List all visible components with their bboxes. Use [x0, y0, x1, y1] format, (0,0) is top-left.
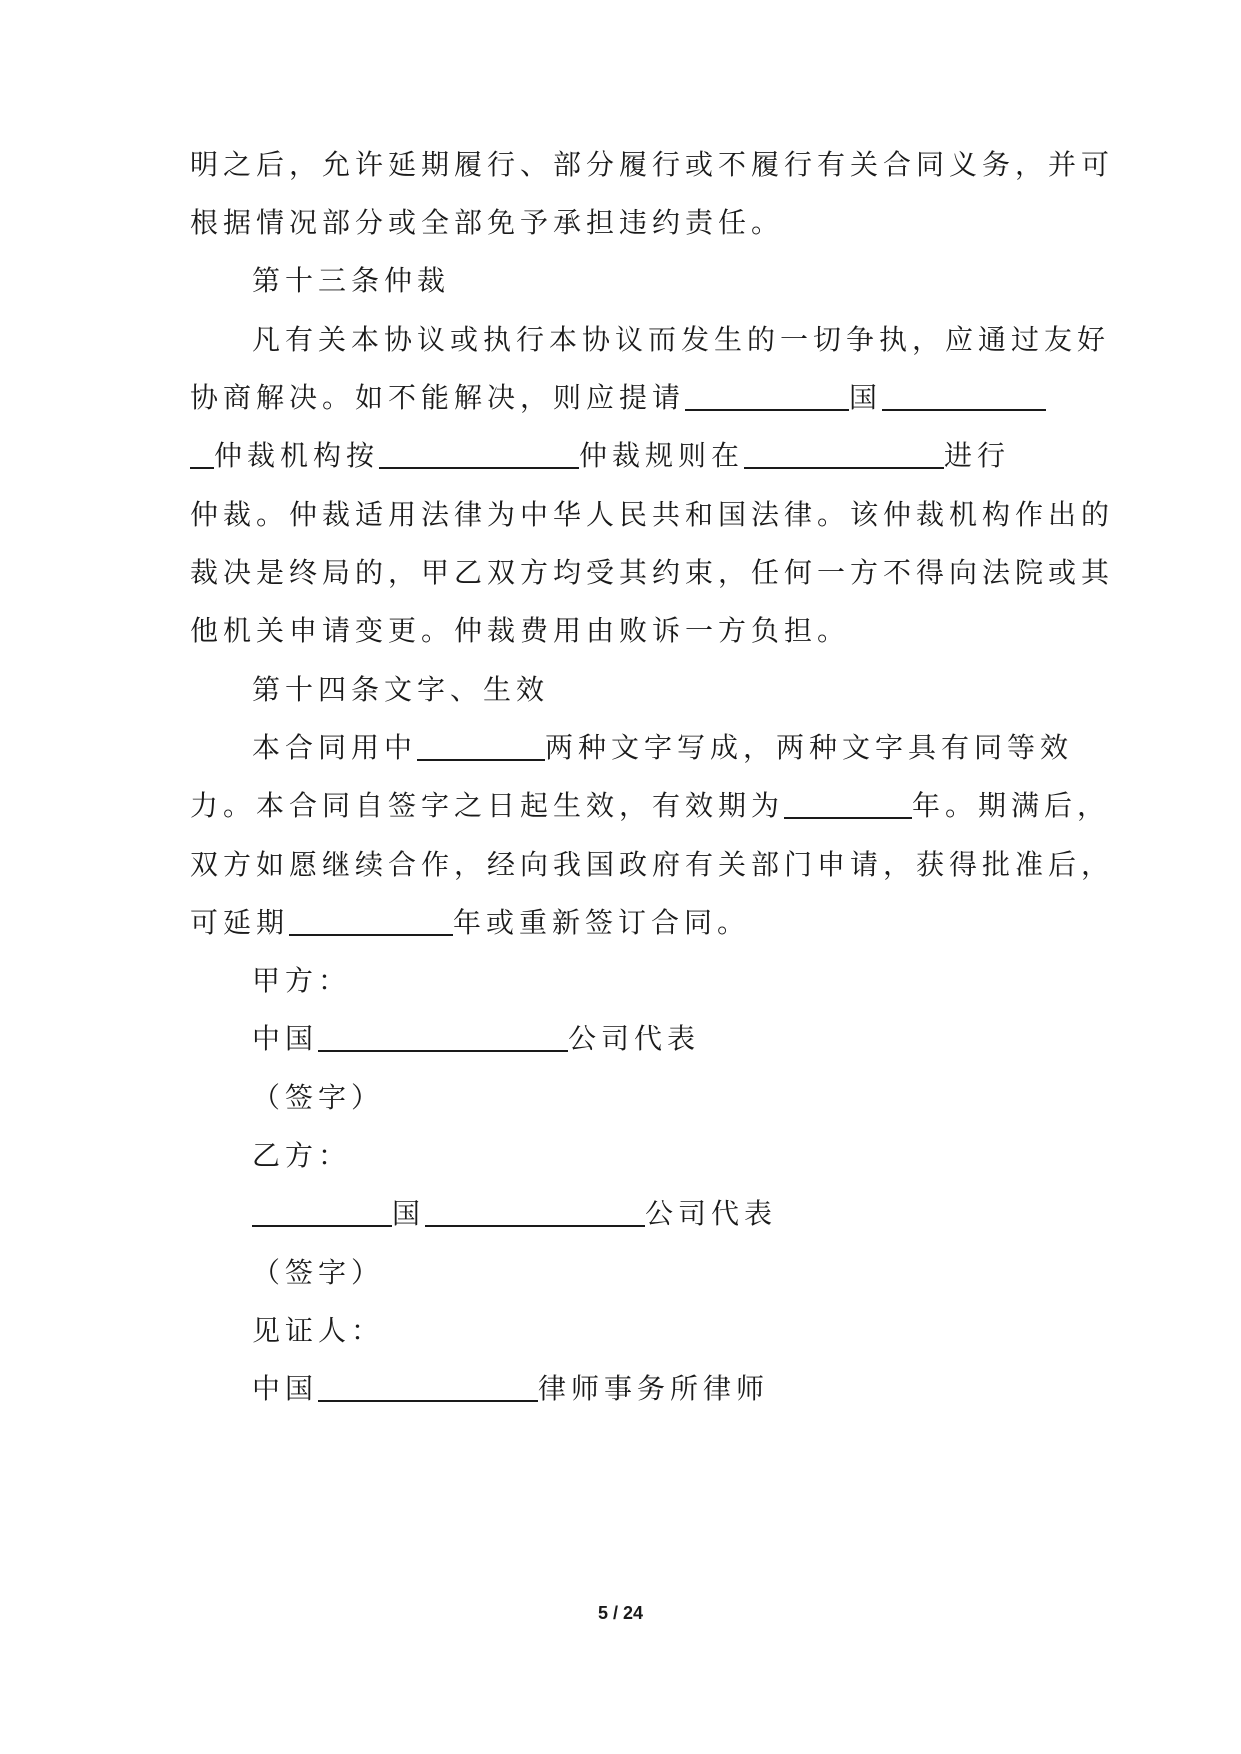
text-segment: 仲裁规则在 [579, 439, 745, 472]
text-segment: 协商解决。如不能解决，则应提请 [190, 381, 686, 414]
blank-field [318, 1020, 568, 1052]
blank-field [882, 379, 1046, 411]
text-segment: 年或重新签订合同。 [453, 906, 751, 939]
text-segment: 两种文字写成，两种文字具有同等效 [545, 731, 1074, 764]
text-segment: 中国 [252, 1022, 319, 1055]
text-segment: 国 [849, 381, 883, 414]
party-b-label: 乙方： [252, 1139, 352, 1172]
text-segment: 进行 [944, 439, 1011, 472]
party-a-label: 甲方： [252, 964, 352, 997]
blank-field [379, 437, 579, 469]
blank-field [190, 437, 214, 469]
text-segment: 国 [392, 1197, 426, 1230]
witness-label: 见证人： [252, 1314, 385, 1347]
blank-field [425, 1195, 645, 1227]
blank-field [784, 787, 912, 819]
paragraph-line [190, 786, 1111, 826]
text-segment: 本合同用中 [252, 731, 418, 764]
text-segment: 年。期满后， [912, 789, 1111, 822]
paragraph-line [190, 436, 1050, 476]
paragraph-line: 他机关申请变更。仲裁费用由败诉一方负担。 [190, 614, 851, 647]
party-a-signature: （签字） [252, 1081, 385, 1114]
paragraph-line: 双方如愿继续合作，经向我国政府有关部门申请，获得批准后， [190, 848, 1115, 881]
text-segment: 仲裁机构按 [214, 439, 380, 472]
paragraph-line [190, 903, 1050, 943]
text-segment: 公司代表 [568, 1022, 701, 1055]
party-b-line [252, 1194, 1112, 1234]
blank-field [252, 1195, 392, 1227]
blank-field [289, 904, 453, 936]
paragraph-line: 裁决是终局的，甲乙双方均受其约束，任何一方不得向法院或其 [190, 556, 1115, 589]
blank-field [744, 437, 944, 469]
paragraph-line: 明之后，允许延期履行、部分履行或不履行有关合同义务，并可 [190, 148, 1115, 181]
blank-field [417, 729, 545, 761]
paragraph-line: 仲裁。仲裁适用法律为中华人民共和国法律。该仲裁机构作出的 [190, 498, 1115, 531]
paragraph-line [252, 728, 1074, 768]
blank-field [318, 1370, 538, 1402]
paragraph-line [190, 378, 1050, 418]
paragraph-line: 凡有关本协议或执行本协议而发生的一切争执，应通过友好 [252, 323, 1111, 356]
blank-field [685, 379, 849, 411]
page-number: 5 / 24 [597, 1603, 644, 1623]
text-segment: 公司代表 [645, 1197, 778, 1230]
paragraph-line: 根据情况部分或全部免予承担违约责任。 [190, 206, 785, 239]
article-14-title: 第十四条文字、生效 [252, 673, 550, 706]
text-segment: 中国 [252, 1372, 319, 1405]
witness-line [252, 1369, 1112, 1409]
text-segment: 可延期 [190, 906, 290, 939]
article-13-title: 第十三条仲裁 [252, 264, 451, 297]
party-a-line [252, 1019, 1112, 1059]
text-segment: 律师事务所律师 [538, 1372, 770, 1405]
text-segment: 力。本合同自签字之日起生效，有效期为 [190, 789, 785, 822]
party-b-signature: （签字） [252, 1256, 385, 1289]
